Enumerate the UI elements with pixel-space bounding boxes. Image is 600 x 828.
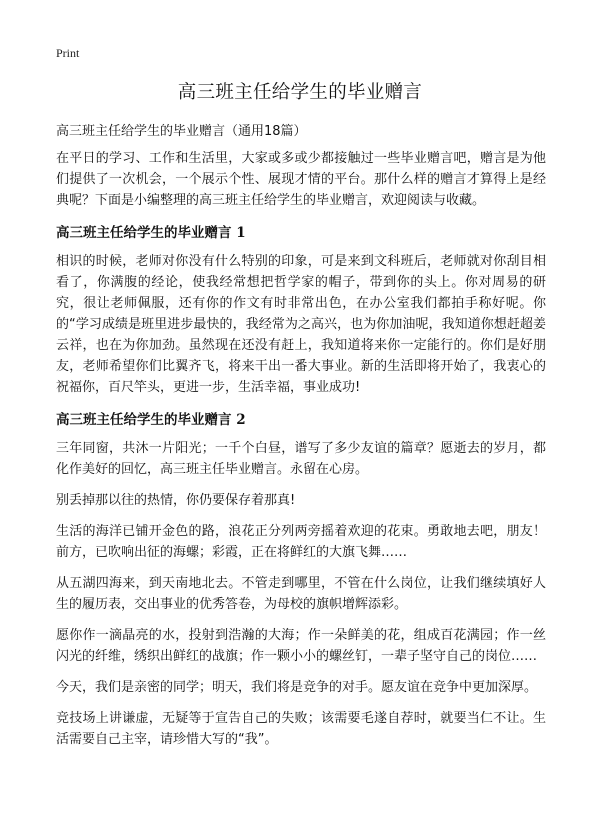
section-2-paragraph-1: 三年同窗，共沐一片阳光；一千个白昼，谱写了多少友谊的篇章？愿逝去的岁月，都化作美好的回忆，高三班主任毕业赠言。永留在心房。 bbox=[56, 441, 546, 477]
section-2-paragraph-2: 别丢掉那以往的热情，你仍要保存着那真! bbox=[56, 493, 296, 508]
article-content bbox=[56, 148, 546, 760]
section-2-paragraph-7: 竞技场上讲谦虚，无疑等于宣告自己的失败；该需要毛遂自荐时，就要当仁不让。生活需要自己主宰，请珍惜大写的“我”。 bbox=[56, 711, 546, 747]
intro-paragraph: 在平日的学习、工作和生活里，大家或多或少都接触过一些毕业赠言吧，赠言是为他们提供了一次机会，一个展示个性、展现才情的平台。那什么样的赠言才算得上是经典呢？下面是小编整理的高三班主任给学生的毕业赠言，欢迎阅读与收藏。 bbox=[56, 151, 546, 208]
section-1-paragraph-1: 相识的时候，老师对你没有什么特别的印象，可是来到文科班后，老师就对你刮目相看了，你满腹的经论，使我经常想把哲学家的帽子，带到你的头上。你对周易的研究，很让老师佩服，还有你的作文有时非常出色，在办公室我们都拍手称好呢。你的“学习成绩是班里进步最快的，我经常为之高兴，也为你加油呢，我知道你想赶超姜云祥，也在为你加劲。虽然现在还没有赶上，我知道将来你一定能行的。你们是好朋友，老师希望你们比翼齐飞，将来干出一番大事业。新的生活即将开始了，我衷心的祝福你，百尺竿头，更进一步，生活幸福，事业成功! bbox=[56, 254, 546, 395]
section-2-paragraph-5: 愿你作一滴晶亮的水，投射到浩瀚的大海；作一朵鲜美的花，组成百花满园；作一丝闪光的纤维，绣织出鲜红的战旗；作一颗小小的螺丝钉，一辈子坚守自己的岗位…… bbox=[56, 628, 546, 664]
section-2-paragraph-3: 生活的海洋已铺开金色的路，浪花正分列两旁摇着欢迎的花束。勇敢地去吧，朋友！前方，已吹响出征的海螺；彩霞，正在将鲜红的大旗飞舞…… bbox=[56, 524, 546, 560]
print-link[interactable]: Print bbox=[56, 46, 80, 60]
article-title: 高三班主任给学生的毕业赠言 bbox=[177, 82, 423, 103]
section-2-paragraph-4: 从五湖四海来，到天南地北去。不管走到哪里，不管在什么岗位，让我们继续填好人生的履历表，交出事业的优秀答卷，为母校的旗帜增辉添彩。 bbox=[56, 576, 546, 612]
section-2-heading: 高三班主任给学生的毕业赠言 2 bbox=[56, 412, 246, 428]
section-1-heading: 高三班主任给学生的毕业赠言 1 bbox=[56, 225, 246, 241]
section-2-paragraph-6: 今天，我们是亲密的同学；明天，我们将是竞争的对手。愿友谊在竞争中更加深厚。 bbox=[56, 680, 538, 695]
article-subtitle: 高三班主任给学生的毕业赠言（通用18篇） bbox=[56, 124, 307, 139]
